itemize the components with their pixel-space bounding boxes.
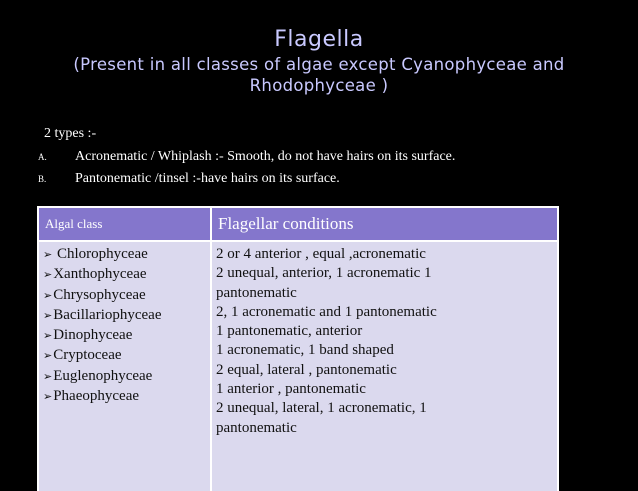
condition-line: 1 anterior , pantonematic bbox=[216, 381, 366, 398]
arrow-bullet-icon: ➢ bbox=[43, 330, 53, 343]
header-flagellar-conditions: Flagellar conditions bbox=[211, 207, 558, 241]
condition-line: pantonematic bbox=[216, 419, 297, 436]
class-name: Chrysophyceae bbox=[53, 286, 146, 303]
type-item-a bbox=[38, 149, 455, 171]
arrow-bullet-icon: ➢ bbox=[43, 350, 53, 363]
table-header-row bbox=[38, 207, 558, 241]
intro-text: 2 types :- bbox=[44, 126, 97, 141]
list-item bbox=[43, 286, 206, 306]
type-item-b bbox=[38, 171, 455, 193]
class-name: Cryptoceae bbox=[53, 347, 122, 364]
title-sub-line-2: Rhodophyceae ) bbox=[249, 76, 389, 95]
arrow-bullet-icon: ➢ bbox=[43, 269, 53, 282]
list-item bbox=[43, 387, 206, 407]
type-marker: A. bbox=[38, 152, 47, 162]
algal-class-cell bbox=[38, 241, 211, 491]
title-main: Flagella bbox=[274, 27, 364, 52]
list-item bbox=[43, 306, 206, 326]
condition-line: 1 acronematic, 1 band shaped bbox=[216, 342, 394, 359]
condition-line: 2 unequal, lateral, 1 acronematic, 1 bbox=[216, 400, 427, 417]
condition-line: 2 equal, lateral , pantonematic bbox=[216, 361, 397, 378]
condition-line: pantonematic bbox=[216, 284, 297, 301]
condition-line: 2, 1 acronematic and 1 pantonematic bbox=[216, 303, 437, 320]
condition-line: 1 pantonematic, anterior bbox=[216, 323, 363, 340]
class-name: Chlorophyceae bbox=[53, 246, 148, 262]
title-sub-line-1: (Present in all classes of algae except Cyanophyceae and bbox=[73, 55, 565, 74]
condition-line: 2 or 4 anterior , equal ,acronematic bbox=[216, 246, 426, 262]
type-marker: B. bbox=[38, 174, 47, 184]
class-name: Dinophyceae bbox=[53, 327, 133, 344]
list-item bbox=[43, 265, 206, 285]
class-name: Xanthophyceae bbox=[53, 266, 147, 283]
type-text: Acronematic / Whiplash :- Smooth, do not have hairs on its surface. bbox=[75, 149, 456, 164]
condition-line: 2 unequal, anterior, 1 acronematic 1 bbox=[216, 265, 432, 282]
arrow-bullet-icon: ➢ bbox=[43, 391, 53, 404]
list-item bbox=[43, 346, 206, 366]
arrow-bullet-icon: ➢ bbox=[43, 249, 53, 261]
arrow-bullet-icon: ➢ bbox=[43, 309, 53, 322]
type-text: Pantonematic /tinsel :-have hairs on its surface. bbox=[75, 171, 340, 186]
table-row bbox=[38, 241, 558, 491]
arrow-bullet-icon: ➢ bbox=[43, 370, 53, 383]
class-name: Phaeophyceae bbox=[53, 388, 140, 405]
list-item bbox=[43, 326, 206, 346]
list-item bbox=[43, 245, 206, 265]
types-list bbox=[38, 149, 455, 193]
flagella-table bbox=[37, 206, 559, 491]
arrow-bullet-icon: ➢ bbox=[43, 289, 53, 302]
list-item bbox=[43, 367, 206, 387]
flagellar-conditions-cell bbox=[211, 241, 558, 491]
header-algal-class: Algal class bbox=[38, 207, 211, 241]
class-name: Euglenophyceae bbox=[53, 367, 153, 384]
class-name: Bacillariophyceae bbox=[53, 306, 162, 323]
slide-title bbox=[0, 26, 638, 96]
